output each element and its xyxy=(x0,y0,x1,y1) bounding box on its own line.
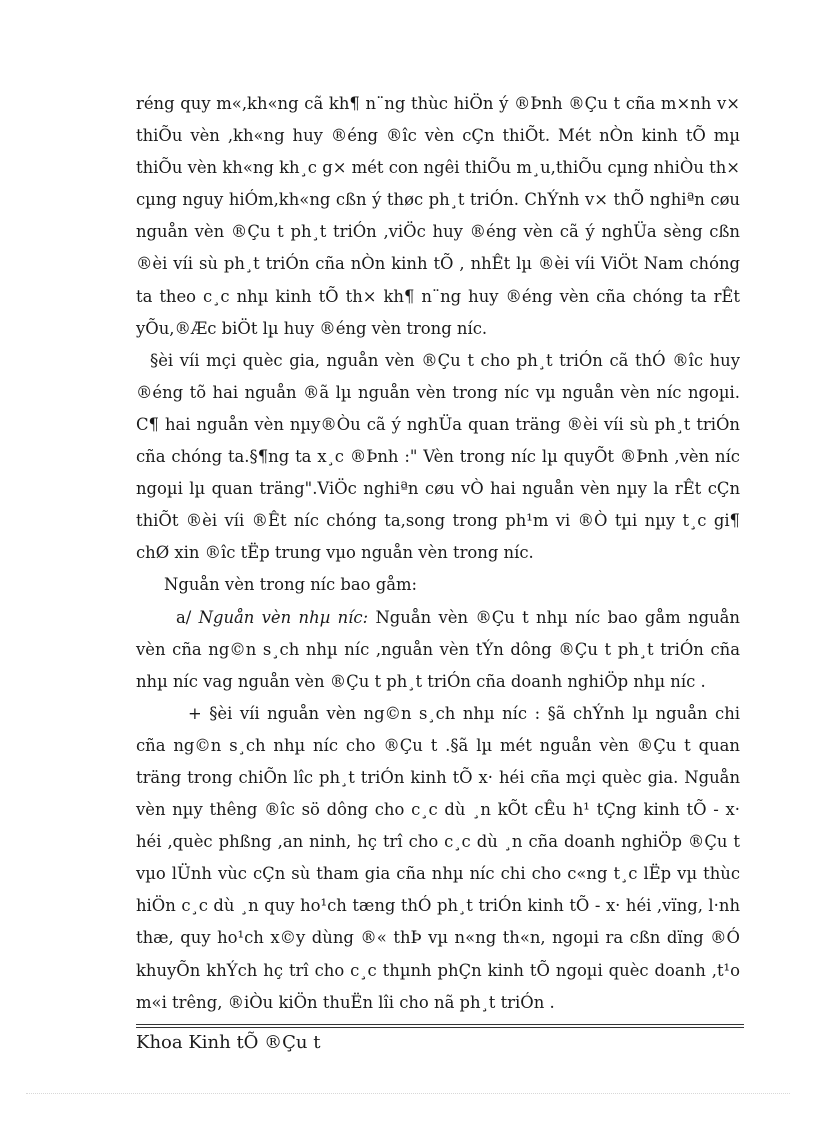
paragraph-1: réng quy m«,kh«ng cã kh¶ n¨ng thùc hiÖn ý ®Þnh ®Çu t cña m×nh v× thiÕu vèn ,kh«ng huy ®éng ®îc vèn cÇn thiÕt. Mét nÒn kinh tÕ mµ thiÕu vèn kh«ng kh¸c g× mét con ngêi thiÕu m¸u,thiÕu cµng nhiÒu th× cµng nguy hiÓm,kh«ng cßn ý thøc ph¸t triÓn. ChÝnh v× thÕ nghiªn cøu nguån vèn ®Çu t ph¸t triÓn ,viÖc huy ®éng vèn cã ý nghÜa sèng cßn ®èi víi sù ph¸t triÓn cña nÒn kinh tÕ , nhÊt lµ ®èi víi ViÖt Nam chóng ta theo c¸c nhµ kinh tÕ th× kh¶ n¨ng huy ®éng vèn cña chóng ta rÊt yÕu,®Æc biÖt lµ huy ®éng vèn trong níc. xyxy=(136,94,740,338)
footer-rule-top xyxy=(136,1024,744,1025)
page-footer: Khoa Kinh tÕ ®Çu t xyxy=(136,1032,321,1053)
item-a-label: Nguån vèn nhµ níc: xyxy=(198,607,369,627)
paragraph-2: §èi víi mçi quèc gia, nguån vèn ®Çu t cho ph¸t triÓn cã thÓ ®îc huy ®éng tõ hai nguån ®ã lµ nguån vèn trong níc vµ nguån vèn níc ngoµi. C¶ hai nguån vèn nµy®Òu cã ý nghÜa quan träng ®èi víi sù ph¸t triÓn cña chóng ta.§¶ng ta x¸c ®Þnh :" Vèn trong níc lµ quyÕt ®Þnh ,vèn níc ngoµi lµ quan träng".ViÖc nghiªn cøu vÒ hai nguån vèn nµy la rÊt cÇn thiÕt ®èi víi ®Êt níc chóng ta,song trong ph¹m vi ®Ò tµi nµy t¸c gi¶ chØ xin ®îc tËp trung vµo nguån vèn trong níc. xyxy=(136,350,740,563)
page-bottom-dotted-line xyxy=(26,1093,790,1094)
body-text xyxy=(136,88,740,1019)
item-a-prefix: a/ xyxy=(176,607,192,627)
paragraph-3: Nguån vèn trong níc bao gåm: xyxy=(164,575,418,595)
paragraph-5: + §èi víi nguån vèn ng©n s¸ch nhµ níc : §ã chÝnh lµ nguån chi cña ng©n s¸ch nhµ níc cho ®Çu t .§ã lµ mét nguån vèn ®Çu t quan träng trong chiÕn lîc ph¸t triÓn kinh tÕ x· héi cña mçi quèc gia. Nguån vèn nµy thêng ®îc sö dông cho c¸c dù ¸n kÕt cÊu h¹ tÇng kinh tÕ - x· héi ,quèc phßng ,an ninh, hç trî cho c¸c dù ¸n cña doanh nghiÖp ®Çu t vµo lÜnh vùc cÇn sù tham gia cña nhµ níc chi cho c«ng t¸c lËp vµ thùc hiÖn c¸c dù ¸n quy ho¹ch tæng thÓ ph¸t triÓn kinh tÕ - x· héi ,vïng, l·nh thæ, quy ho¹ch x©y dùng ®« thÞ vµ n«ng th«n, ngoµi ra cßn dïng ®Ó khuyÕn khÝch hç trî cho c¸c thµnh phÇn kinh tÕ ngoµi quèc doanh ,t¹o m«i trêng, ®iÒu kiÖn thuËn lîi cho nã ph¸t triÓn . xyxy=(136,703,740,1012)
item-a-text: Nguån vèn ®Çu t nhµ níc bao gåm nguån vèn cña ng©n s¸ch nhµ níc ,nguån vèn tÝn dông ®Çu t ph¸t triÓn cña nhµ níc vag nguån vèn ®Çu t ph¸t triÓn cña doanh nghiÖp nhµ níc . xyxy=(136,607,740,691)
paragraph-4 xyxy=(136,602,740,698)
footer-rule-bottom xyxy=(136,1027,744,1028)
